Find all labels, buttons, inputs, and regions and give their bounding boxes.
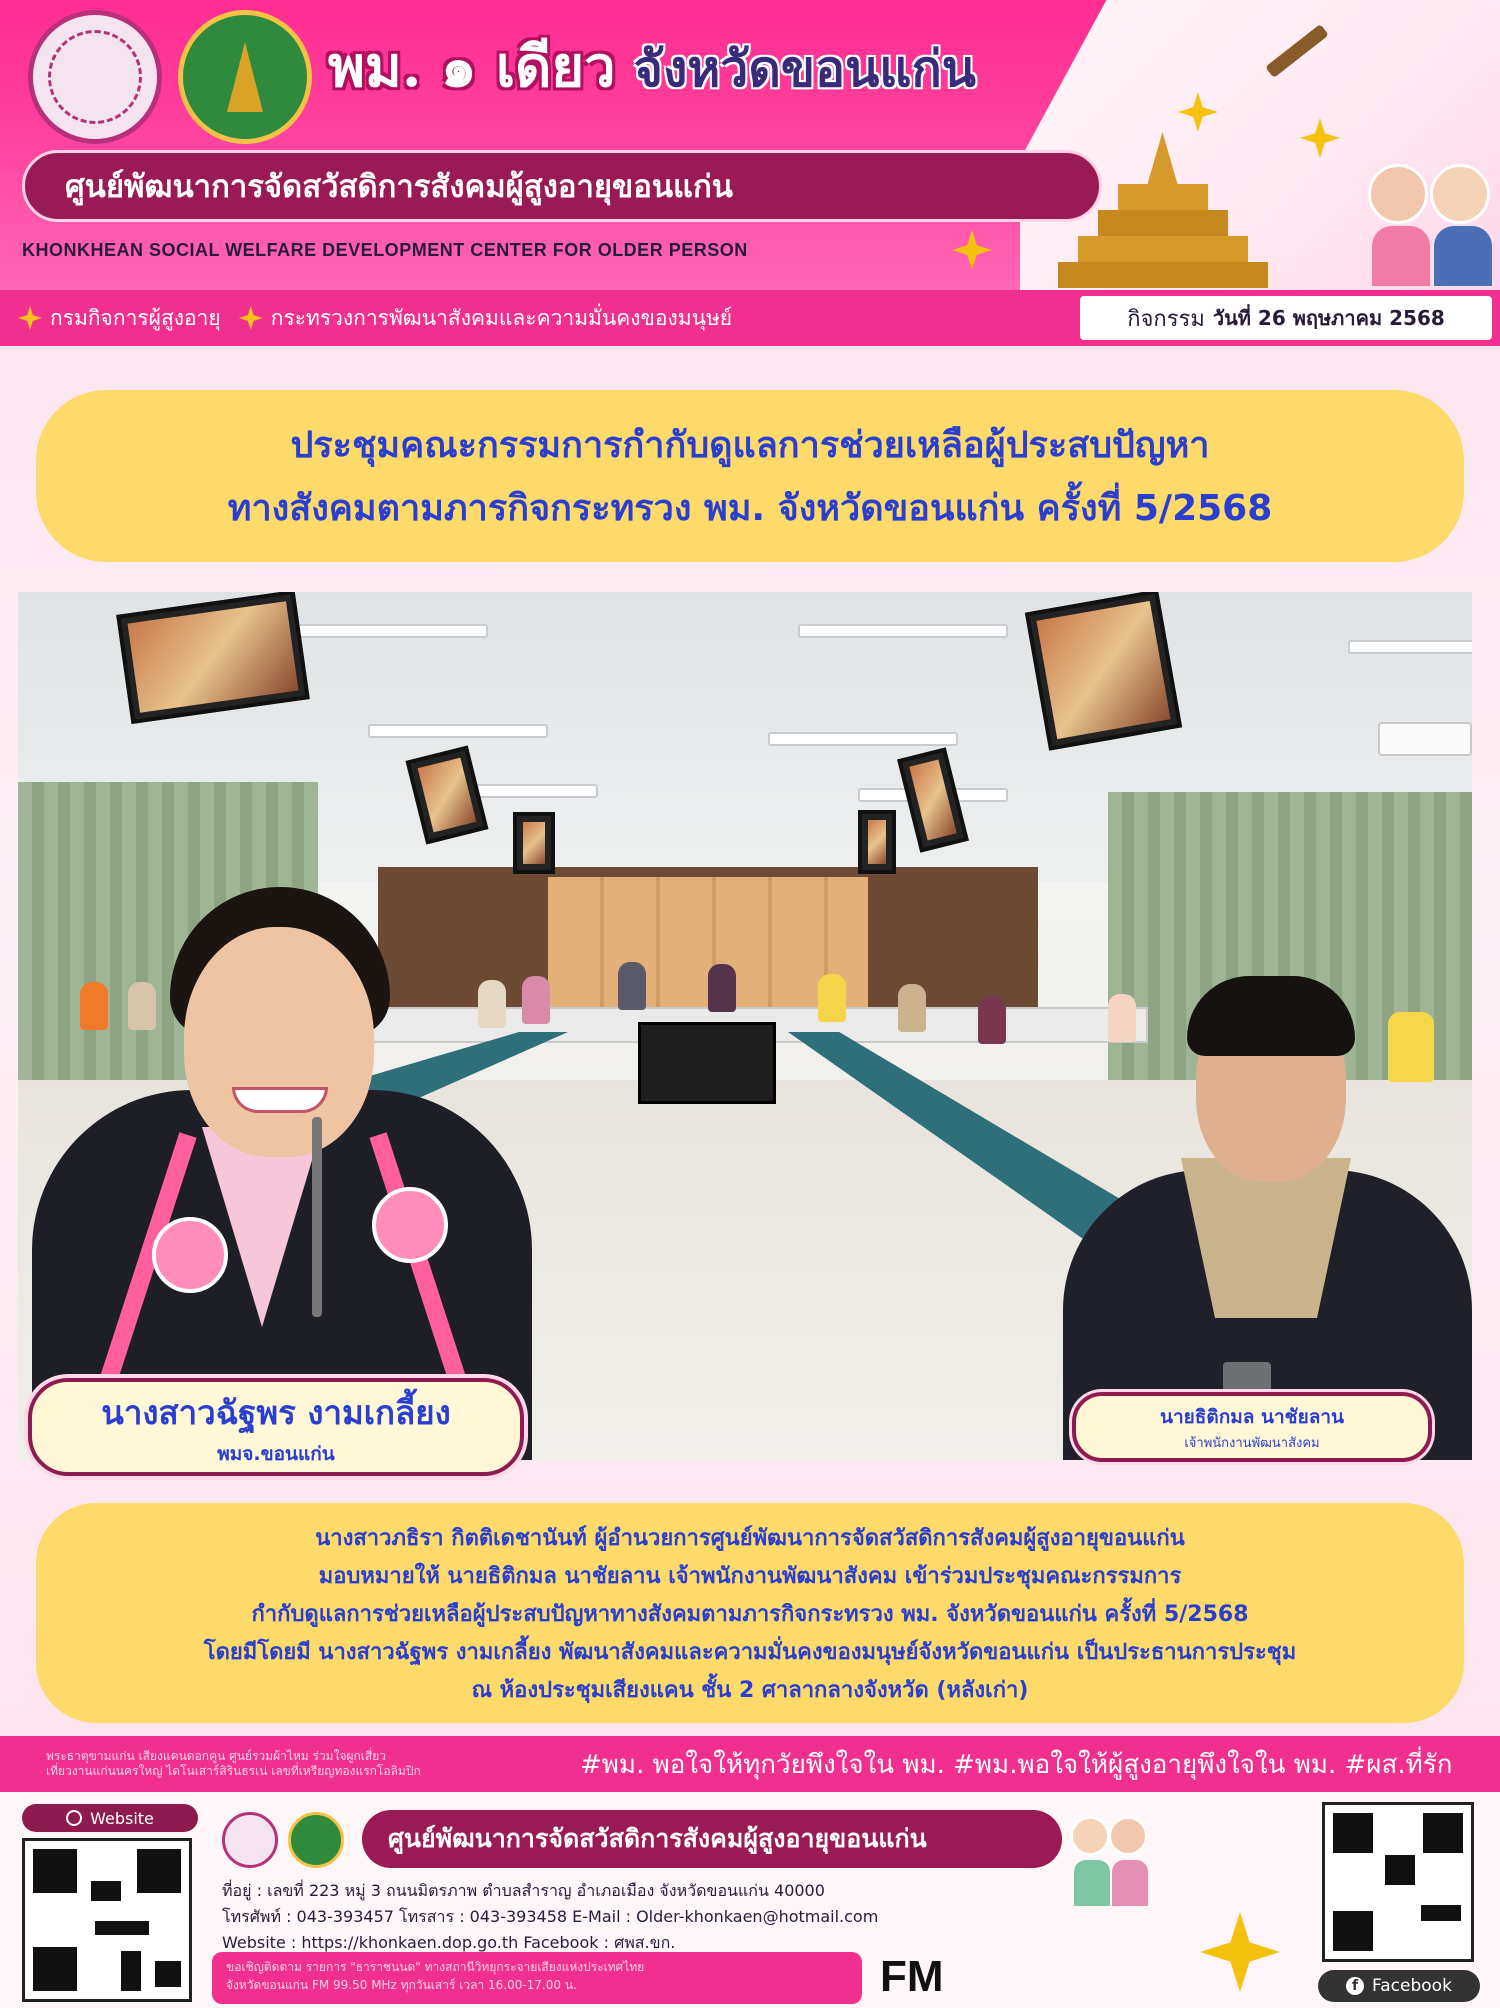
- portrait-chairperson: [32, 887, 532, 1460]
- provincial-seal-icon: [178, 10, 312, 144]
- emblem-icon: [28, 10, 162, 144]
- description-line: โดยมีโดยมี นางสาวฉัฐพร งามเกลี้ยง พัฒนาสังคมและความมั่นคงของมนุษย์จังหวัดขอนแก่น เป็นประธานการประชุม: [203, 1639, 1297, 1665]
- name-tag-left: [28, 1378, 524, 1476]
- description-line: ณ ห้องประชุมเสียงแคน ชั้น 2 ศาลากลางจังหวัด (หลังเก่า): [471, 1677, 1029, 1703]
- website-label: Website: [90, 1808, 154, 1828]
- description-line: มอบหมายให้ นายธิติกมล นาชัยลาน เจ้าพนักงานพัฒนาสังคม เข้าร่วมประชุมคณะกรรมการ: [318, 1563, 1182, 1589]
- elderly-couple-icon: [1070, 1812, 1150, 1912]
- tv-screen: [1025, 592, 1182, 751]
- slogan-line-1: พระธาตุขามแก่น เสียงแคนดอกคูน ศูนย์รวมผ้าไหม ร่วมใจผูกเสี่ยว: [46, 1749, 386, 1763]
- website-facebook: Website : https://khonkaen.dop.go.th Facebook : ศพส.ขก.: [222, 1933, 676, 1952]
- hashtag-bar: [0, 1736, 1500, 1792]
- globe-icon: [66, 1810, 82, 1826]
- name-tag-right: [1072, 1392, 1432, 1462]
- phone-email: โทรศัพท์ : 043-393457 โทรสาร : 043-393458 E-Mail : Older-khonkaen@hotmail.com: [222, 1907, 879, 1926]
- headline-box: [36, 390, 1464, 562]
- emblem-icon: [222, 1812, 278, 1868]
- description-line: นางสาวภธิรา กิตติเดชานันท์ ผู้อำนวยการศูนย์พัฒนาการจัดสวัสดิการสังคมผู้สูงอายุขอนแก่น: [315, 1525, 1185, 1551]
- page-title: [328, 22, 976, 112]
- elderly-couple-icon: [1368, 138, 1498, 288]
- attendee: [708, 964, 736, 1012]
- flower-decoration-icon: [1200, 1912, 1280, 1992]
- center-name-pill: [22, 150, 1102, 222]
- qr-code-icon[interactable]: [22, 1838, 192, 2002]
- air-conditioner: [1378, 722, 1472, 756]
- facebook-icon: f: [1346, 1977, 1364, 1995]
- title-prefix: พม. ๑ เดียว: [328, 34, 616, 100]
- slogan-line-2: เที่ยวงานแก่นนครใหญ่ ไดโนเสาร์สิรินธรเน่ เลขที่เหรียญทองแรกโอลิมปิก: [46, 1764, 421, 1778]
- person-left-position: พมจ.ขอนแก่น: [217, 1442, 335, 1465]
- microphone: [312, 1117, 322, 1317]
- flower-decoration-icon: [1300, 118, 1340, 158]
- center-name-th: ศูนย์พัฒนาการจัดสวัสดิการสังคมผู้สูงอายุขอนแก่น: [65, 169, 733, 205]
- attendee: [978, 996, 1006, 1044]
- flower-decoration-icon: [952, 230, 992, 270]
- attendee: [898, 984, 926, 1032]
- smile: [232, 1087, 328, 1113]
- ceiling-light: [368, 724, 548, 738]
- header-banner: [0, 0, 1500, 290]
- contact-info: [222, 1878, 1022, 1956]
- description-line: กำกับดูแลการช่วยเหลือผู้ประสบปัญหาทางสังคมตามภารกิจกระทรวง พม. จังหวัดขอนแก่น ครั้งที่ 5/2568: [251, 1601, 1249, 1627]
- ceiling-light: [798, 624, 1008, 638]
- hair: [1187, 976, 1355, 1056]
- person-right-name: นายธิติกมล นาชัยลาน: [1160, 1405, 1344, 1428]
- badge-icon: [372, 1187, 448, 1263]
- activity-date: วันที่ 26 พฤษภาคม 2568: [1212, 306, 1445, 330]
- center-monitor: [638, 1022, 776, 1104]
- person-right-position: เจ้าพนักงานพัฒนาสังคม: [1184, 1435, 1320, 1451]
- description-box: [36, 1503, 1464, 1723]
- hashtags: #พม. พอใจให้ทุกวัยพึงใจใน พม. #พม.พอใจให้ผู้สูงอายุพึงใจใน พม. #ผส.ที่รัก: [580, 1749, 1453, 1780]
- ministry-item: [239, 302, 732, 335]
- ceiling-light: [288, 624, 488, 638]
- headline-line-2: ทางสังคมตามภารกิจกระทรวง พม. จังหวัดขอนแก่น ครั้งที่ 5/2568: [227, 488, 1273, 529]
- facebook-label: Facebook: [1372, 1976, 1452, 1996]
- ceiling-light: [1348, 640, 1472, 654]
- meeting-photo: [18, 592, 1472, 1460]
- face: [184, 927, 374, 1157]
- person-left-name: นางสาวฉัฐพร งามเกลี้ยง: [101, 1392, 451, 1432]
- activity-date-box: [1080, 296, 1492, 340]
- badge-icon: [152, 1217, 228, 1293]
- website-button[interactable]: [22, 1804, 198, 1832]
- attendee: [618, 962, 646, 1010]
- province-slogan: [46, 1749, 566, 1779]
- tv-screen: [513, 812, 555, 874]
- tv-screen: [858, 810, 896, 874]
- address: ที่อยู่ : เลขที่ 223 หมู่ 3 ถนนมิตรภาพ ตำบลสำราญ อำเภอเมือง จังหวัดขอนแก่น 40000: [222, 1881, 825, 1900]
- radio-program: [212, 1952, 862, 2004]
- radio-line-1: ขอเชิญติดตาม รายการ "ธาราชนนด" ทางสถานีวิทยุกระจายเสียงแห่งประเทศไทย: [226, 1960, 645, 1974]
- footer-center-name: ศูนย์พัฒนาการจัดสวัสดิการสังคมผู้สูงอายุขอนแก่น: [362, 1810, 1062, 1868]
- headline-line-1: ประชุมคณะกรรมการกำกับดูแลการช่วยเหลือผู้ประสบปัญหา: [290, 425, 1210, 466]
- temple-icon: [1055, 128, 1270, 288]
- provincial-seal-icon: [288, 1812, 344, 1868]
- department-item: [18, 302, 221, 335]
- title-province: จังหวัดขอนแก่น: [633, 40, 976, 98]
- portrait-officer: [1063, 962, 1472, 1460]
- department-label: กรมกิจการผู้สูงอายุ: [50, 305, 221, 330]
- flower-decoration-icon: [1178, 92, 1218, 132]
- attendee: [818, 974, 846, 1022]
- flower-bullet-icon: [239, 306, 263, 330]
- footer: [0, 1792, 1500, 2008]
- qr-code-icon[interactable]: [1322, 1802, 1474, 1962]
- ministry-label: กระทรวงการพัฒนาสังคมและความมั่นคงของมนุษย์: [270, 305, 733, 330]
- radio-line-2: จังหวัดขอนแก่น FM 99.50 MHz ทุกวันเสาร์ เวลา 16.00-17.00 น.: [226, 1978, 577, 1992]
- activity-label: กิจกรรม: [1127, 306, 1205, 332]
- fm-logo: FM: [880, 1952, 944, 2001]
- ceiling-light: [768, 732, 958, 746]
- facebook-button[interactable]: [1318, 1970, 1480, 2002]
- flower-bullet-icon: [18, 306, 42, 330]
- ministry-strip: [0, 290, 1500, 346]
- center-name-en: KHONKHEAN SOCIAL WELFARE DEVELOPMENT CENTER FOR OLDER PERSON: [22, 240, 748, 260]
